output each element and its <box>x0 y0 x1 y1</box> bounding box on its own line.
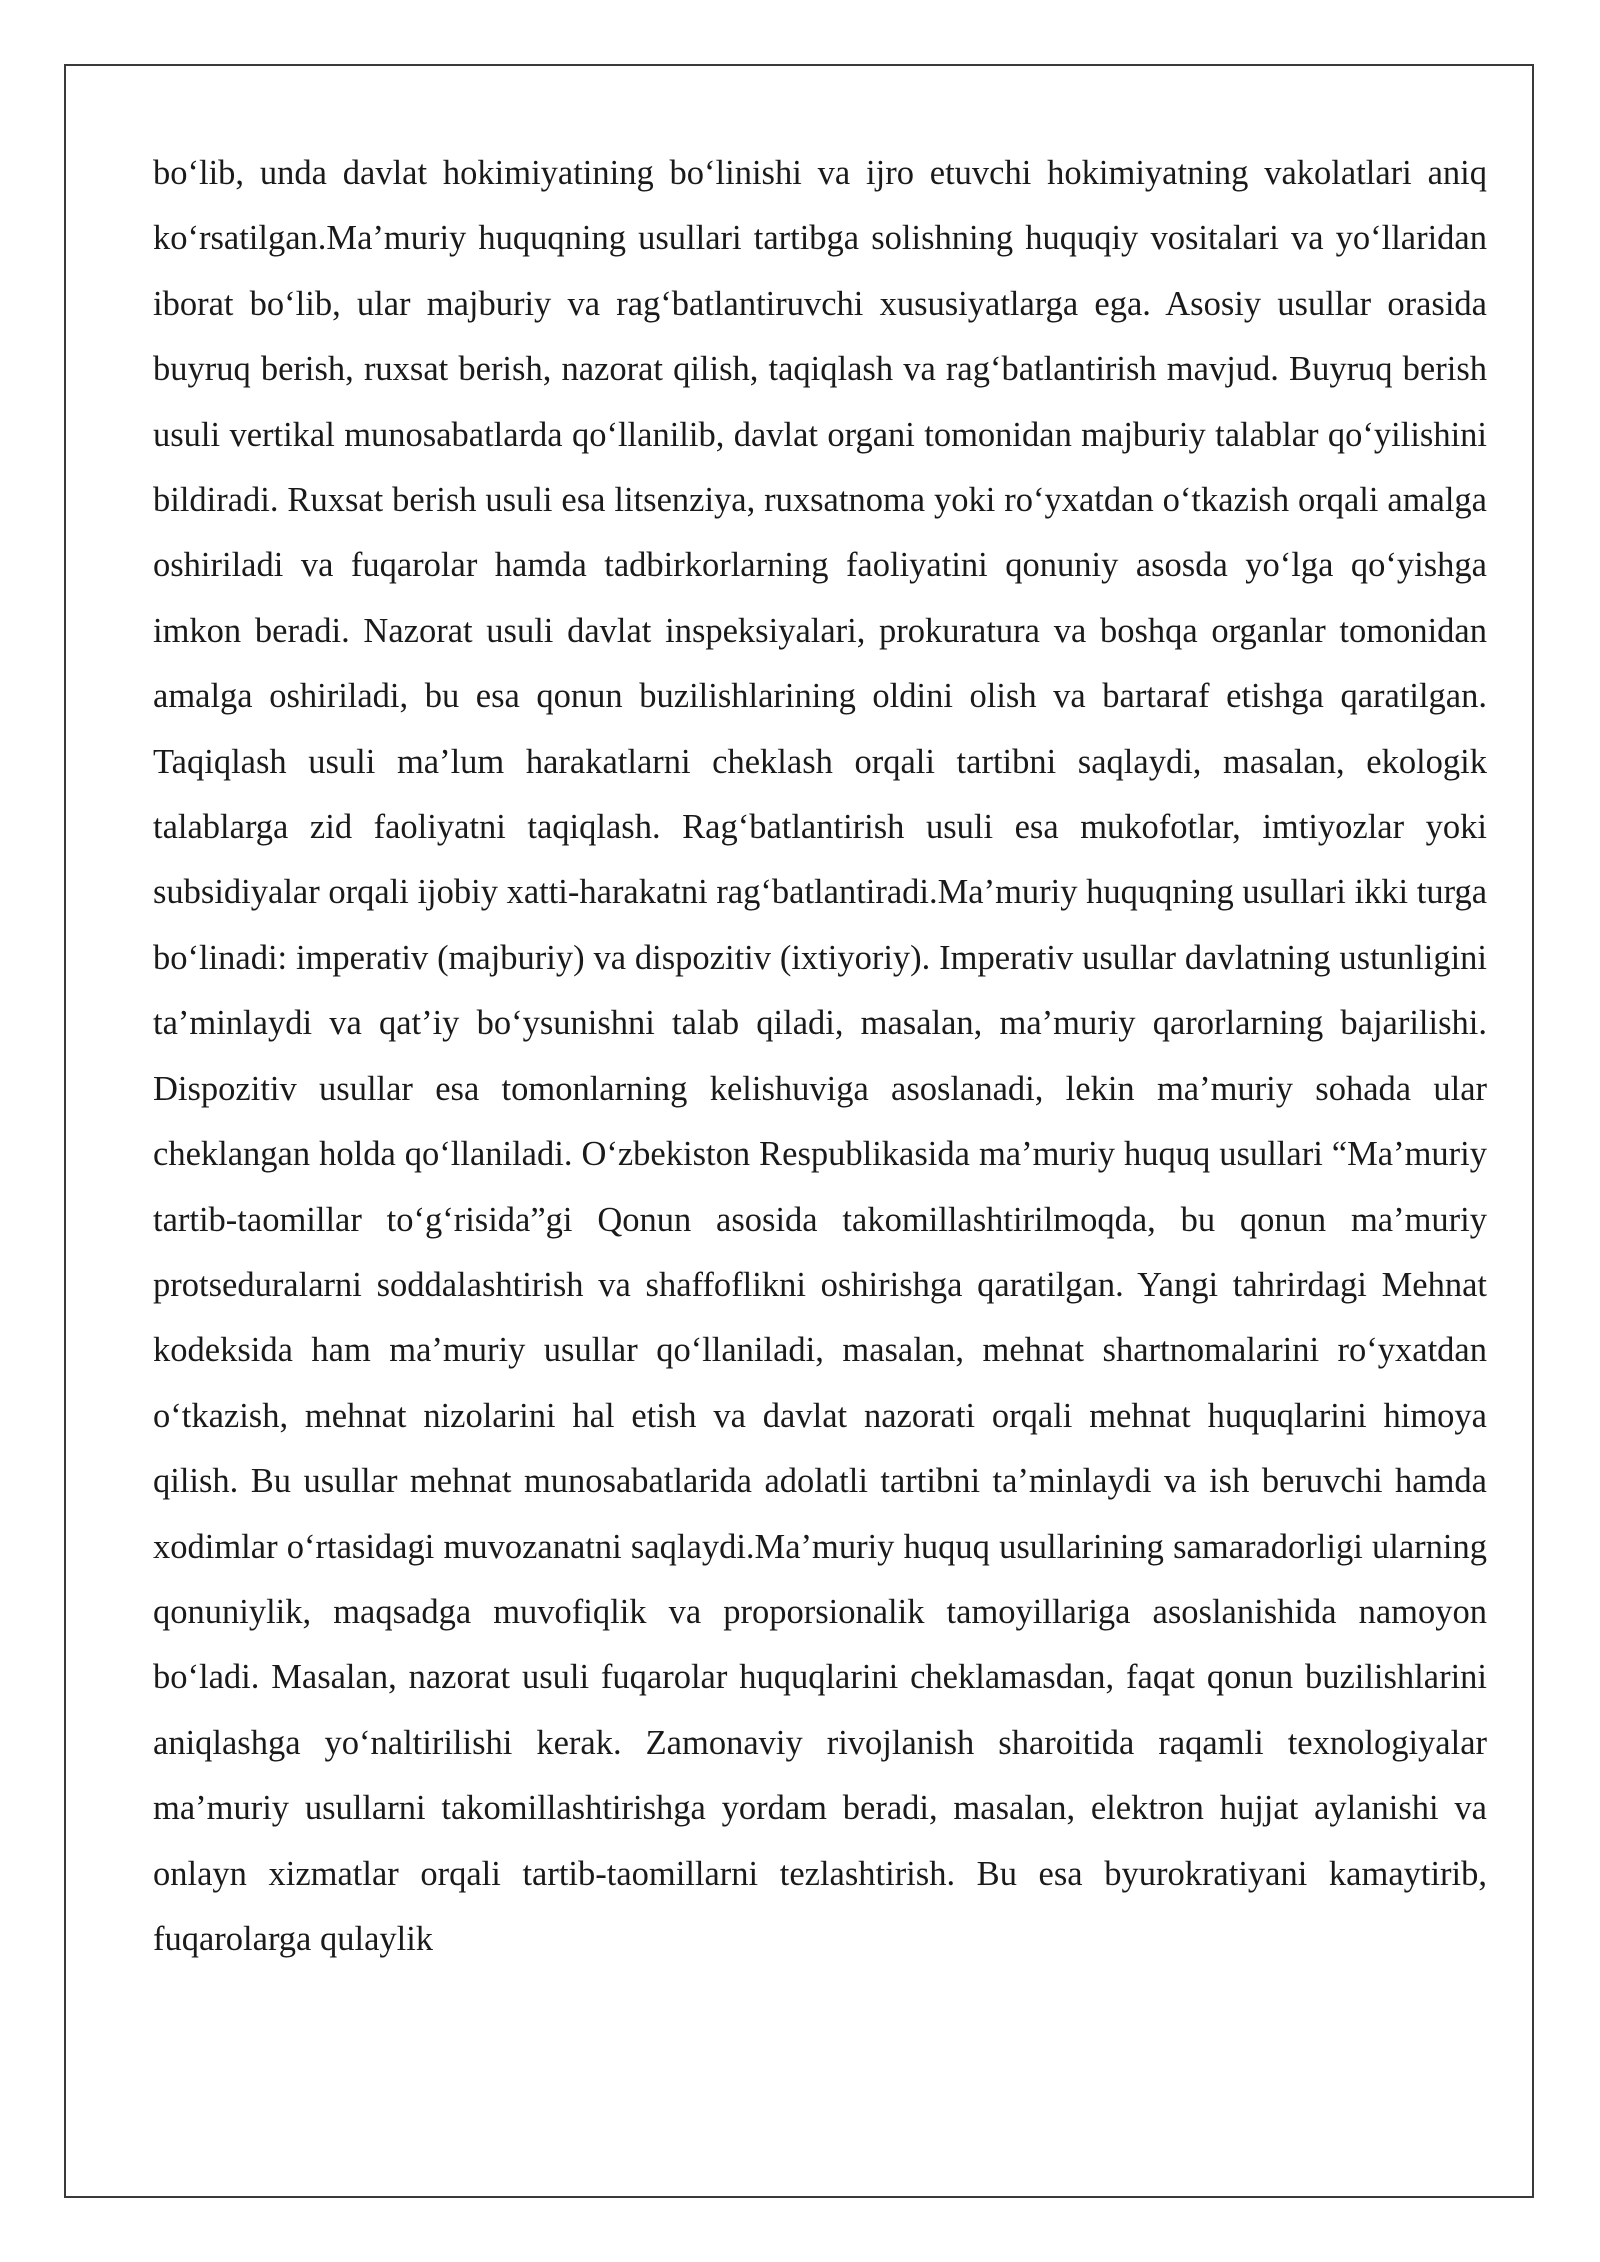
body-paragraph: bo‘lib, unda davlat hokimiyatining bo‘linishi va ijro etuvchi hokimiyatning vakolatlari aniq ko‘rsatilgan.Ma’muriy huquqning usullari tartibga solishning huquqiy vositalari va yo‘llaridan iborat bo‘lib, ular majburiy va rag‘batlantiruvchi xususiyatlarga ega. Asosiy usullar orasida buyruq berish, ruxsat berish, nazorat qilish, taqiqlash va rag‘batlantirish mavjud. Buyruq berish usuli vertikal munosabatlarda qo‘llanilib, davlat organi tomonidan majburiy talablar qo‘yilishini bildiradi. Ruxsat berish usuli esa litsenziya, ruxsatnoma yoki ro‘yxatdan o‘tkazish orqali amalga oshiriladi va fuqarolar hamda tadbirkorlarning faoliyatini qonuniy asosda yo‘lga qo‘yishga imkon beradi. Nazorat usuli davlat inspeksiyalari, prokuratura va boshqa organlar tomonidan amalga oshiriladi, bu esa qonun buzilishlarining oldini olish va bartaraf etishga qaratilgan. Taqiqlash usuli ma’lum harakatlarni cheklash orqali tartibni saqlaydi, masalan, ekologik talablarga zid faoliyatni taqiqlash. Rag‘batlantirish usuli esa mukofotlar, imtiyozlar yoki subsidiyalar orqali ijobiy xatti-harakatni rag‘batlantiradi.Ma’muriy huquqning usullari ikki turga bo‘linadi: imperativ (majburiy) va dispozitiv (ixtiyoriy). Imperativ usullar davlatning ustunligini ta’minlaydi va qat’iy bo‘ysunishni talab qiladi, masalan, ma’muriy qarorlarning bajarilishi. Dispozitiv usullar esa tomonlarning kelishuviga asoslanadi, lekin ma’muriy sohada ular cheklangan holda qo‘llaniladi. O‘zbekiston Respublikasida ma’muriy huquq usullari “Ma’muriy tartib-taomillar to‘g‘risida”gi Qonun asosida takomillashtirilmoqda, bu qonun ma’muriy protseduralarni soddalashtirish va shaffoflikni oshirishga qaratilgan. Yangi tahrirdagi Mehnat kodeksida ham ma’muriy usullar qo‘llaniladi, masalan, mehnat shartnomalarini ro‘yxatdan o‘tkazish, mehnat nizolarini hal etish va davlat nazorati orqali mehnat huquqlarini himoya qilish. Bu usullar mehnat munosabatlarida adolatli tartibni ta’minlaydi va ish beruvchi hamda xodimlar o‘rtasidagi muvozanatni saqlaydi.Ma’muriy huquq usullarining samaradorligi ularning qonuniylik, maqsadga muvofiqlik va proporsionalik tamoyillariga asoslanishida namoyon bo‘ladi. Masalan, nazorat usuli fuqarolar huquqlarini cheklamasdan, faqat qonun buzilishlarini aniqlashga yo‘naltirilishi kerak. Zamonaviy rivojlanish sharoitida raqamli texnologiyalar ma’muriy usullarni takomillashtirishga yordam beradi, masalan, elektron hujjat aylanishi va onlayn xizmatlar orqali tartib-taomillarni tezlashtirish. Bu esa byurokratiyani kamaytirib, fuqarolarga qulaylik <box>153 154 1488 1958</box>
